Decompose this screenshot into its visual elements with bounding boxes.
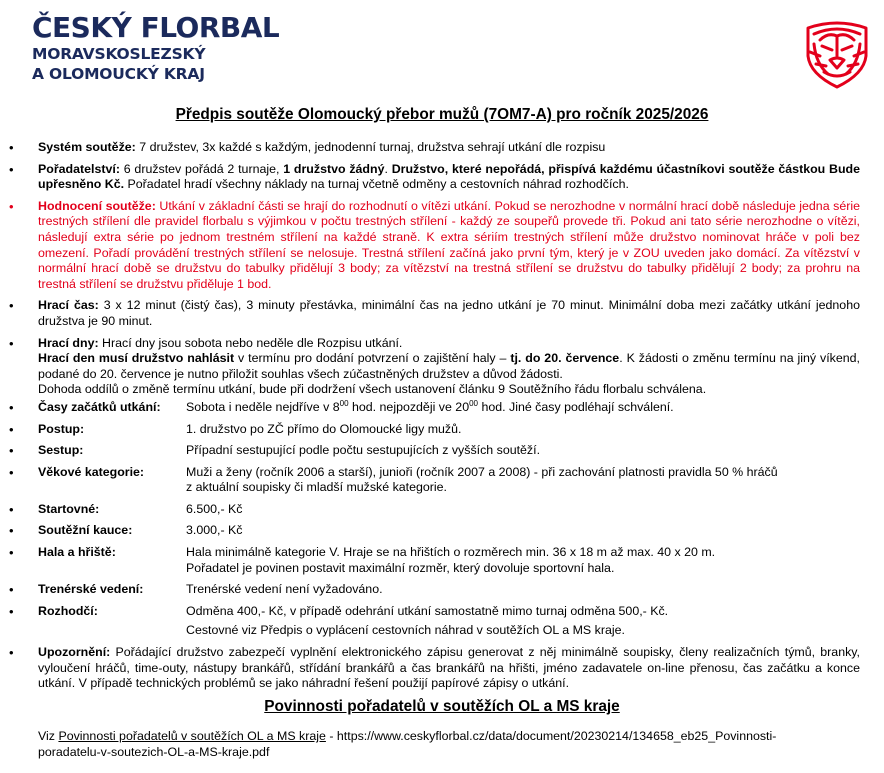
item-value: Hala minimálně kategorie V. Hraje se na hřištích o rozměrech min. 36 x 18 m až max. 40 x 20 m. Pořadatel je povinen postavit maximální rozměr, který dovoluje sportovní hala. <box>186 545 716 575</box>
logo-sub-region-2: A OLOMOUCKÝ KRAJ <box>32 65 205 83</box>
item-bold: Hrací den musí družstvo nahlásit <box>38 351 235 366</box>
bullet: • <box>9 298 14 314</box>
section-heading: Povinnosti pořadatelů v soutěžích OL a MS kraje <box>264 698 620 715</box>
rules-list <box>0 140 884 698</box>
item-text: Pořádající družstvo zabezpečí vyplnění elektronického zápisu generovat z něj minimálně soupisky, členy realizačních týmů, branky, vyloučení hráčů, time-outy, nástupy brankářů, střídání brankářů a čas brankářů na hřišti, jméno zadavatele on-line přenosu, čas začátku a konce utkání. V případě technických problémů se jako náhradní řešení použijí papírové zápisy o utkání. <box>38 645 860 691</box>
item-value: 6.500,- Kč <box>186 501 243 516</box>
item-bold: 1 družstvo žádný <box>283 161 385 176</box>
item-value: 1. družstvo po ZČ přímo do Olomoucké ligy mužů. <box>186 421 462 436</box>
list-item-hodnoceni <box>0 199 884 293</box>
document-link[interactable]: Povinnosti pořadatelů v soutěžích OL a MS kraje <box>58 729 326 743</box>
list-item-rozhodci <box>0 604 884 639</box>
list-item-hala <box>0 545 884 576</box>
list-item-vekove <box>0 465 884 496</box>
item-text: Pořadatel hradí všechny náklady na turnaj včetně odměny a cestovních náhrad rozhodčích. <box>124 177 629 192</box>
item-label: Upozornění: <box>38 645 111 660</box>
item-label: Systém soutěže: <box>38 140 136 154</box>
bullet: • <box>9 161 14 177</box>
item-label: Pořadatelství: <box>38 161 120 176</box>
list-item-trener <box>0 582 884 598</box>
item-text: v termínu pro dodání potvrzení o zajištění haly – <box>234 351 511 366</box>
list-item-system <box>0 140 884 156</box>
item-label: Rozhodčí: <box>38 603 98 618</box>
item-value: Sobota i neděle nejdříve v $8^{00}$ hod. nejpozději ve $20^{00}$ hod. Jiné časy podléhají schválení. <box>186 398 674 414</box>
item-label: Soutěžní kauce: <box>38 523 133 538</box>
list-item-postup <box>0 422 884 438</box>
bullet: • <box>9 464 14 480</box>
item-value: Muži a ženy (ročník 2006 a starší), junioři (ročník 2007 a 2008) - při zachování platnosti pravidla 50 % hráčů z aktuální soupisky či mladší mužské kategorie. <box>186 464 778 495</box>
list-item-upozorneni <box>0 645 884 692</box>
item-text: 6 družstev pořádá 2 turnaje, <box>119 161 284 176</box>
federation-logo-text <box>32 12 279 84</box>
item-text: 3 x 12 minut (čistý čas), 3 minuty přestávka, minimální čas na jedno utkání je 70 minut. Minimální doba mezi začátky utkání jednoho družstva je 90 minut. <box>38 298 860 328</box>
item-label: Hrací dny: <box>38 335 99 350</box>
item-text: . K žádosti o změnu termínu na jiný víkend, podané do 20. července je nutno přiložit souhlas všech zúčastněných družstev a důvod žádosti. <box>38 351 860 381</box>
list-item-kauce <box>0 523 884 539</box>
lion-shield-icon <box>800 16 874 90</box>
item-text: Hrací dny jsou sobota nebo neděle dle Rozpisu utkání. <box>98 335 403 350</box>
list-item-casy <box>0 400 884 416</box>
bullet: • <box>9 140 14 155</box>
list-item-startovne <box>0 502 884 518</box>
item-label: Postup: <box>38 421 85 436</box>
logo-sub-region-1: MORAVSKOSLEZSKÝ <box>32 45 206 63</box>
bullet: • <box>9 421 14 437</box>
item-text: Utkání v základní části se hrají do rozhodnutí o vítězi utkání. Pokud se nerozhodne v normální hrací době následuje jedna série trestných střílení dle pravidel florbalu s výjimkou v počtu trestných střílení - každý ze soupeřů provede tři. Pokud ani tato série nerozhodne o vítězi, následují extra série po jednom trestném střílení na každé straně. K extra sériím trestných střílení může družstvo nominovat hráče v poli bez omezení. Pořadí provádění trestných střílení se nelosuje. Trestná střílení začíná jako první tým, který je v ZOU uveden jako domácí. Za vítězství v normální hrací době se družstvu do tabulky přidělují 3 body; za vítězství na trestná střílení se družstvu do tabulky přidělují 2 body; za prohru na trestná střílení se družstvu přiděluje 1 bod. <box>38 198 860 291</box>
item-value: 3.000,- Kč <box>186 523 243 538</box>
bullet: • <box>9 545 14 561</box>
bullet: • <box>9 335 14 351</box>
item-value: Trenérské vedení není vyžadováno. <box>186 582 383 597</box>
item-value: Případní sestupující podle počtu sestupujících z vyšších soutěží. <box>186 443 541 458</box>
list-item-hraci-dny <box>0 336 884 398</box>
item-value: Odměna 400,- Kč, v případě odehrání utkání samostatně mimo turnaj odměna 500,- Kč. Cestovné viz Předpis o vyplácení cestovních náhrad v soutěžích OL a MS kraje. <box>186 603 669 638</box>
item-label: Hrací čas: <box>38 298 99 313</box>
page-title: Předpis soutěže Olomoucký přebor mužů (7OM7-A) pro ročník 2025/2026 <box>175 106 709 123</box>
bullet: • <box>9 443 14 459</box>
logo-main: ČESKÝ FLORBAL <box>32 11 280 44</box>
item-text: 7 družstev, 3x každé s každým, jednodenní turnaj, družstva sehrají utkání dle rozpisu <box>135 140 606 154</box>
item-label: Sestup: <box>38 443 84 458</box>
item-label: Hodnocení soutěže: <box>38 198 156 213</box>
footer-prefix: Viz <box>38 729 59 743</box>
item-label: Startovné: <box>38 501 100 516</box>
bullet: • <box>9 603 14 619</box>
item-bold: tj. do 20. července <box>510 351 620 366</box>
bullet: • <box>9 501 14 517</box>
bullet: • <box>9 582 14 598</box>
item-bold: Družstvo, které nepořádá, přispívá každému účastníkovi soutěže částkou Bude upřesněno Kč. <box>38 161 860 192</box>
bullet: • <box>9 198 14 214</box>
footer-reference <box>38 729 838 760</box>
bullet: • <box>9 523 14 539</box>
bullet: • <box>9 399 14 415</box>
item-text: . <box>384 161 392 176</box>
list-item-hraci-cas <box>0 298 884 329</box>
bullet: • <box>9 645 14 661</box>
item-text: Dohoda oddílů o změně termínu utkání, bude při dodržení všech ustanovení článku 9 Soutěžního řádu florbalu schválena. <box>38 382 707 397</box>
list-item-poradatelstvi <box>0 162 884 193</box>
item-label: Věkové kategorie: <box>38 464 145 479</box>
item-label: Hala a hřiště: <box>38 545 116 560</box>
footer-url: - https://www.ceskyflorbal.cz/data/document/20230214/134658_eb25_Povinnosti-poradatelu-v-soutezich-OL-a-MS-kraje.pdf <box>38 729 777 759</box>
item-label: Trenérské vedení: <box>38 582 144 597</box>
item-label: Časy začátků utkání: <box>38 399 161 414</box>
list-item-sestup <box>0 443 884 459</box>
